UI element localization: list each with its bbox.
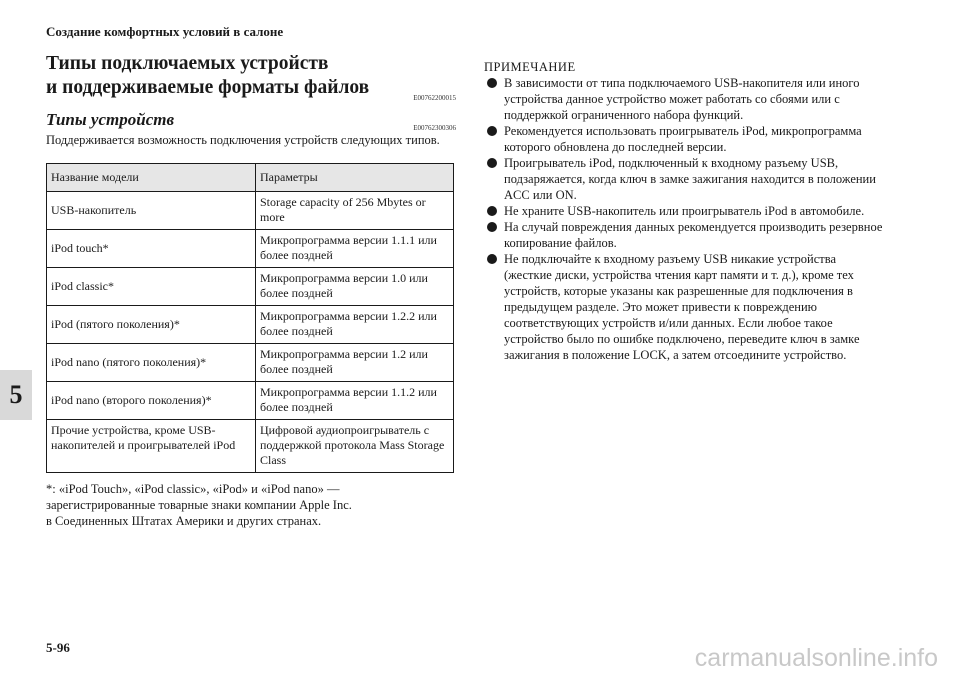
table-cell-params: Микропрограмма версии 1.2.2 или более поздней	[256, 306, 454, 344]
section-title-line2: и поддерживаемые форматы файлов	[46, 77, 370, 98]
bullet-icon	[487, 254, 497, 264]
note-item-text: Рекомендуется использовать проигрыватель iPod, микропрограмма которого обновлена до последней версии.	[504, 124, 862, 154]
table-row	[47, 382, 454, 420]
note-item	[484, 203, 884, 219]
table-header-row	[47, 164, 454, 192]
table-header-params: Параметры	[256, 164, 454, 192]
note-item-text: Не подключайте к входному разъему USB никакие устройства (жесткие диски, устройства чтения карт памяти и т. д.), кроме тех устройств, которые указаны как разрешенные для подключения в предыдущем разделе. Это может привести к повреждению соответствующих устройств и/или данных. Если любое такое устройство было по ошибке подключено, переведите ключ в замке зажигания в положение LOCK, а затем отсоедините устройство.	[504, 252, 860, 362]
table-row	[47, 420, 454, 473]
note-title: ПРИМЕЧАНИЕ	[484, 60, 576, 74]
table-cell-model: iPod (пятого поколения)*	[47, 306, 256, 344]
subsection-title: Типы устройств	[46, 110, 175, 129]
table-cell-model: USB-накопитель	[47, 192, 256, 230]
bullet-icon	[487, 78, 497, 88]
section-code: E00762200015	[413, 94, 456, 102]
subsection-intro: Поддерживается возможность подключения устройств следующих типов.	[46, 133, 440, 147]
chapter-tab: 5	[0, 370, 32, 420]
table-row	[47, 230, 454, 268]
device-table	[46, 163, 454, 473]
note-item-text: В зависимости от типа подключаемого USB-накопителя или иного устройства данное устройство может работать со сбоями или с поддержкой ограниченного набора функций.	[504, 76, 860, 122]
table-cell-params: Микропрограмма версии 1.1.2 или более поздней	[256, 382, 454, 420]
note-item	[484, 123, 884, 155]
table-cell-model: Прочие устройства, кроме USB-накопителей и проигрывателей iPod	[47, 420, 256, 473]
bullet-icon	[487, 206, 497, 216]
footnote-line2: зарегистрированные товарные знаки компании Apple Inc.	[46, 498, 352, 512]
bullet-icon	[487, 222, 497, 232]
note-list	[484, 75, 884, 363]
watermark: carmanualsonline.info	[694, 644, 938, 672]
left-column	[46, 52, 456, 529]
bullet-icon	[487, 126, 497, 136]
subsection-code: E00762300306	[413, 124, 456, 132]
footnote-line3: в Соединенных Штатах Америки и других странах.	[46, 514, 322, 528]
table-row	[47, 268, 454, 306]
note-item	[484, 251, 884, 363]
table-cell-params: Микропрограмма версии 1.1.1 или более поздней	[256, 230, 454, 268]
table-row	[47, 344, 454, 382]
note-item	[484, 75, 884, 123]
table-cell-params: Цифровой аудиопроигрыватель с поддержкой протокола Mass Storage Class	[256, 420, 454, 473]
note-item-text: Не храните USB-накопитель или проигрыватель iPod в автомобиле.	[504, 204, 865, 218]
table-cell-model: iPod nano (второго поколения)*	[47, 382, 256, 420]
footnote-line1: *: «iPod Touch», «iPod classic», «iPod» и «iPod nano» —	[46, 482, 340, 496]
table-row	[47, 192, 454, 230]
note-panel	[484, 60, 884, 363]
table-cell-params: Storage capacity of 256 Mbytes or more	[256, 192, 454, 230]
table-row	[47, 306, 454, 344]
table-cell-params: Микропрограмма версии 1.0 или более поздней	[256, 268, 454, 306]
table-header-model: Название модели	[47, 164, 256, 192]
chapter-header: Создание комфортных условий в салоне	[46, 24, 284, 39]
table-cell-model: iPod nano (пятого поколения)*	[47, 344, 256, 382]
page-number: 5-96	[46, 640, 70, 655]
note-item-text: Проигрыватель iPod, подключенный к входному разъему USB, подзаряжается, когда ключ в замке зажигания находится в положении ACC или ON.	[504, 156, 876, 202]
note-item-text: На случай повреждения данных рекомендуется производить резервное копирование файлов.	[504, 220, 883, 250]
section-title	[46, 52, 456, 100]
table-cell-model: iPod touch*	[47, 230, 256, 268]
section-title-line1: Типы подключаемых устройств	[46, 53, 329, 74]
note-item	[484, 155, 884, 203]
table-cell-params: Микропрограмма версии 1.2 или более поздней	[256, 344, 454, 382]
note-item	[484, 219, 884, 251]
trademark-footnote	[46, 481, 456, 529]
table-cell-model: iPod classic*	[47, 268, 256, 306]
bullet-icon	[487, 158, 497, 168]
